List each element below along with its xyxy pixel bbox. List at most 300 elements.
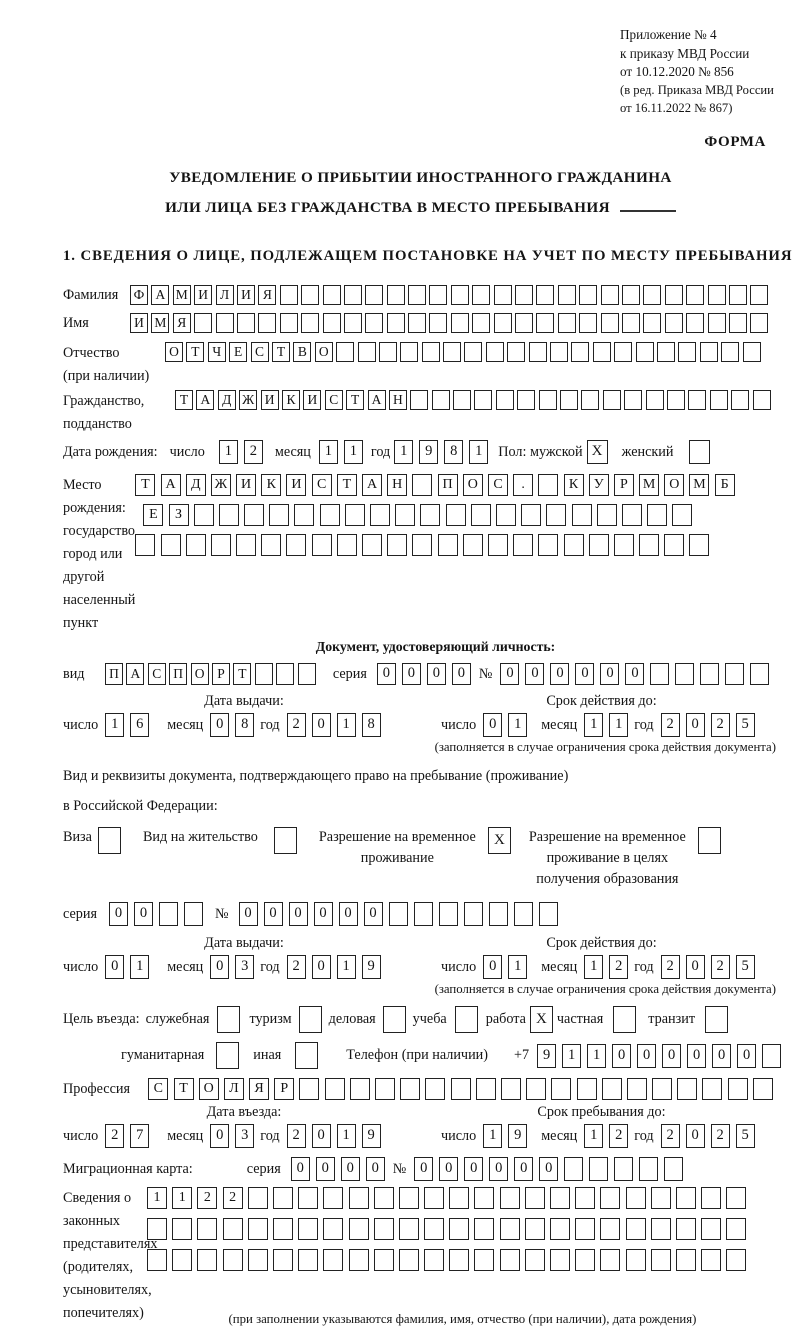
checkbox-female[interactable] <box>689 440 710 464</box>
char-box[interactable] <box>451 313 469 333</box>
char-box[interactable] <box>726 1187 746 1209</box>
char-box[interactable]: К <box>261 474 281 496</box>
char-box[interactable] <box>688 390 706 410</box>
char-box[interactable]: Т <box>135 474 155 496</box>
char-box[interactable] <box>449 1187 469 1209</box>
char-box[interactable] <box>731 390 749 410</box>
checkbox-tourism[interactable] <box>299 1006 322 1033</box>
char-box[interactable] <box>323 285 341 305</box>
char-box[interactable]: 0 <box>687 1044 706 1068</box>
char-box[interactable] <box>614 342 632 362</box>
char-box[interactable]: 5 <box>736 1124 755 1148</box>
char-box[interactable]: И <box>130 313 148 333</box>
char-box[interactable] <box>400 1078 420 1100</box>
char-box[interactable]: 3 <box>235 1124 254 1148</box>
char-box[interactable]: 0 <box>341 1157 360 1181</box>
char-box[interactable]: Т <box>337 474 357 496</box>
char-box[interactable] <box>550 342 568 362</box>
char-box[interactable] <box>399 1249 419 1271</box>
char-box[interactable]: С <box>312 474 332 496</box>
char-box[interactable] <box>374 1249 394 1271</box>
char-box[interactable] <box>643 285 661 305</box>
char-box[interactable] <box>432 390 450 410</box>
char-box[interactable] <box>622 504 642 526</box>
char-box[interactable]: Л <box>216 285 234 305</box>
char-box[interactable] <box>389 902 408 926</box>
char-box[interactable]: А <box>368 390 386 410</box>
char-box[interactable] <box>451 1078 471 1100</box>
char-box[interactable] <box>750 663 769 685</box>
char-box[interactable]: 1 <box>337 713 356 737</box>
checkbox-residence-permit[interactable] <box>274 827 297 854</box>
char-box[interactable] <box>726 1249 746 1271</box>
char-box[interactable] <box>412 474 432 496</box>
char-box[interactable] <box>579 285 597 305</box>
char-box[interactable]: 0 <box>366 1157 385 1181</box>
char-box[interactable] <box>298 1187 318 1209</box>
char-box[interactable] <box>507 342 525 362</box>
char-box[interactable]: 0 <box>525 663 544 685</box>
char-box[interactable]: 9 <box>362 1124 381 1148</box>
char-box[interactable]: 0 <box>514 1157 533 1181</box>
char-box[interactable] <box>753 1078 773 1100</box>
char-box[interactable] <box>412 534 432 556</box>
char-box[interactable] <box>702 1078 722 1100</box>
char-box[interactable]: 1 <box>337 955 356 979</box>
char-box[interactable] <box>186 534 206 556</box>
char-box[interactable]: Ч <box>208 342 226 362</box>
char-box[interactable] <box>410 390 428 410</box>
char-box[interactable] <box>525 1218 545 1240</box>
char-box[interactable] <box>729 313 747 333</box>
char-box[interactable] <box>362 534 382 556</box>
char-box[interactable] <box>526 1078 546 1100</box>
char-box[interactable]: И <box>236 474 256 496</box>
char-box[interactable]: 0 <box>210 713 229 737</box>
char-box[interactable] <box>429 313 447 333</box>
char-box[interactable]: Р <box>614 474 634 496</box>
char-box[interactable]: 2 <box>711 1124 730 1148</box>
char-box[interactable]: Д <box>186 474 206 496</box>
char-box[interactable]: 3 <box>235 955 254 979</box>
char-box[interactable] <box>379 342 397 362</box>
char-box[interactable] <box>395 504 415 526</box>
char-box[interactable] <box>323 1249 343 1271</box>
char-box[interactable] <box>675 663 694 685</box>
char-box[interactable] <box>472 285 490 305</box>
char-box[interactable]: 0 <box>377 663 396 685</box>
char-box[interactable]: 1 <box>483 1124 502 1148</box>
char-box[interactable] <box>429 285 447 305</box>
char-box[interactable]: Р <box>212 663 230 685</box>
char-box[interactable]: 0 <box>612 1044 631 1068</box>
char-box[interactable]: 1 <box>219 440 238 464</box>
char-box[interactable] <box>135 534 155 556</box>
char-box[interactable]: Я <box>258 285 276 305</box>
char-box[interactable] <box>449 1249 469 1271</box>
char-box[interactable] <box>399 1187 419 1209</box>
char-box[interactable] <box>753 390 771 410</box>
char-box[interactable] <box>453 390 471 410</box>
char-box[interactable] <box>161 534 181 556</box>
char-box[interactable]: 0 <box>312 955 331 979</box>
char-box[interactable] <box>665 313 683 333</box>
char-box[interactable] <box>564 1157 583 1181</box>
char-box[interactable]: 2 <box>661 1124 680 1148</box>
char-box[interactable] <box>538 534 558 556</box>
char-box[interactable]: И <box>303 390 321 410</box>
char-box[interactable] <box>194 313 212 333</box>
char-box[interactable] <box>601 313 619 333</box>
char-box[interactable]: 1 <box>508 713 527 737</box>
char-box[interactable]: 9 <box>508 1124 527 1148</box>
char-box[interactable]: 0 <box>550 663 569 685</box>
char-box[interactable] <box>593 342 611 362</box>
char-box[interactable]: 2 <box>244 440 263 464</box>
char-box[interactable]: 0 <box>314 902 333 926</box>
char-box[interactable] <box>517 390 535 410</box>
char-box[interactable] <box>600 1218 620 1240</box>
char-box[interactable]: 2 <box>661 955 680 979</box>
char-box[interactable] <box>446 504 466 526</box>
char-box[interactable] <box>710 390 728 410</box>
char-box[interactable] <box>579 313 597 333</box>
char-box[interactable]: 0 <box>312 1124 331 1148</box>
char-box[interactable] <box>294 504 314 526</box>
char-box[interactable] <box>320 504 340 526</box>
char-box[interactable] <box>513 534 533 556</box>
char-box[interactable] <box>301 313 319 333</box>
char-box[interactable]: 2 <box>105 1124 124 1148</box>
char-box[interactable]: П <box>438 474 458 496</box>
char-box[interactable] <box>622 285 640 305</box>
char-box[interactable] <box>197 1218 217 1240</box>
char-box[interactable]: О <box>664 474 684 496</box>
char-box[interactable] <box>408 313 426 333</box>
char-box[interactable]: 0 <box>500 663 519 685</box>
char-box[interactable]: Б <box>715 474 735 496</box>
char-box[interactable] <box>725 663 744 685</box>
char-box[interactable] <box>425 1078 445 1100</box>
char-box[interactable] <box>500 1249 520 1271</box>
char-box[interactable]: 0 <box>134 902 153 926</box>
char-box[interactable]: Ж <box>211 474 231 496</box>
char-box[interactable] <box>750 313 768 333</box>
char-box[interactable] <box>539 390 557 410</box>
char-box[interactable]: 7 <box>130 1124 149 1148</box>
char-box[interactable]: Т <box>174 1078 194 1100</box>
char-box[interactable] <box>443 342 461 362</box>
char-box[interactable] <box>577 1078 597 1100</box>
char-box[interactable] <box>597 504 617 526</box>
checkbox-work[interactable]: X <box>530 1006 553 1033</box>
char-box[interactable] <box>399 1218 419 1240</box>
char-box[interactable]: 0 <box>637 1044 656 1068</box>
char-box[interactable] <box>651 1249 671 1271</box>
char-box[interactable]: 0 <box>712 1044 731 1068</box>
char-box[interactable]: 0 <box>291 1157 310 1181</box>
char-box[interactable]: И <box>286 474 306 496</box>
char-box[interactable]: О <box>165 342 183 362</box>
char-box[interactable] <box>603 390 621 410</box>
char-box[interactable]: 9 <box>537 1044 556 1068</box>
char-box[interactable] <box>147 1218 167 1240</box>
char-box[interactable]: Ж <box>239 390 257 410</box>
char-box[interactable] <box>147 1249 167 1271</box>
char-box[interactable] <box>728 1078 748 1100</box>
char-box[interactable] <box>269 504 289 526</box>
char-box[interactable]: 0 <box>312 713 331 737</box>
char-box[interactable]: 5 <box>736 713 755 737</box>
char-box[interactable]: 1 <box>337 1124 356 1148</box>
char-box[interactable]: 0 <box>427 663 446 685</box>
char-box[interactable]: Е <box>229 342 247 362</box>
char-box[interactable]: 0 <box>737 1044 756 1068</box>
char-box[interactable] <box>159 902 178 926</box>
char-box[interactable]: 2 <box>287 1124 306 1148</box>
char-box[interactable]: Я <box>249 1078 269 1100</box>
char-box[interactable] <box>273 1249 293 1271</box>
char-box[interactable] <box>514 902 533 926</box>
char-box[interactable]: З <box>169 504 189 526</box>
char-box[interactable]: 1 <box>469 440 488 464</box>
char-box[interactable]: А <box>362 474 382 496</box>
char-box[interactable] <box>575 1218 595 1240</box>
char-box[interactable] <box>216 313 234 333</box>
char-box[interactable] <box>374 1187 394 1209</box>
char-box[interactable]: 0 <box>686 713 705 737</box>
char-box[interactable] <box>237 313 255 333</box>
char-box[interactable] <box>298 1249 318 1271</box>
char-box[interactable] <box>474 390 492 410</box>
char-box[interactable] <box>474 1249 494 1271</box>
char-box[interactable] <box>400 342 418 362</box>
char-box[interactable]: О <box>191 663 209 685</box>
checkbox-business[interactable] <box>383 1006 406 1033</box>
char-box[interactable] <box>474 1187 494 1209</box>
checkbox-temp-permit-education[interactable] <box>698 827 721 854</box>
char-box[interactable]: 0 <box>364 902 383 926</box>
char-box[interactable] <box>571 342 589 362</box>
char-box[interactable]: Л <box>224 1078 244 1100</box>
char-box[interactable]: 1 <box>344 440 363 464</box>
char-box[interactable] <box>471 504 491 526</box>
char-box[interactable]: Р <box>274 1078 294 1100</box>
char-box[interactable]: 2 <box>197 1187 217 1209</box>
char-box[interactable] <box>536 285 554 305</box>
char-box[interactable]: 0 <box>625 663 644 685</box>
char-box[interactable] <box>387 285 405 305</box>
char-box[interactable]: 0 <box>316 1157 335 1181</box>
char-box[interactable]: Н <box>387 474 407 496</box>
char-box[interactable]: С <box>325 390 343 410</box>
char-box[interactable] <box>424 1187 444 1209</box>
char-box[interactable] <box>536 313 554 333</box>
char-box[interactable]: 0 <box>489 1157 508 1181</box>
char-box[interactable] <box>726 1218 746 1240</box>
char-box[interactable] <box>564 534 584 556</box>
char-box[interactable]: С <box>251 342 269 362</box>
char-box[interactable]: М <box>151 313 169 333</box>
char-box[interactable]: И <box>194 285 212 305</box>
char-box[interactable]: Т <box>186 342 204 362</box>
char-box[interactable] <box>323 1187 343 1209</box>
char-box[interactable]: С <box>148 1078 168 1100</box>
char-box[interactable] <box>686 313 704 333</box>
char-box[interactable] <box>721 342 739 362</box>
char-box[interactable] <box>172 1218 192 1240</box>
char-box[interactable] <box>451 285 469 305</box>
char-box[interactable] <box>312 534 332 556</box>
char-box[interactable] <box>236 534 256 556</box>
char-box[interactable] <box>639 534 659 556</box>
char-box[interactable] <box>651 1187 671 1209</box>
char-box[interactable] <box>489 902 508 926</box>
char-box[interactable]: . <box>513 474 533 496</box>
checkbox-humanitarian[interactable] <box>216 1042 239 1069</box>
char-box[interactable] <box>689 534 709 556</box>
char-box[interactable] <box>700 342 718 362</box>
char-box[interactable] <box>626 1187 646 1209</box>
char-box[interactable]: Т <box>272 342 290 362</box>
char-box[interactable] <box>701 1249 721 1271</box>
checkbox-study[interactable] <box>455 1006 478 1033</box>
char-box[interactable]: Т <box>346 390 364 410</box>
char-box[interactable]: 1 <box>584 955 603 979</box>
checkbox-official[interactable] <box>217 1006 240 1033</box>
char-box[interactable] <box>546 504 566 526</box>
char-box[interactable]: Т <box>175 390 193 410</box>
char-box[interactable]: 1 <box>584 1124 603 1148</box>
char-box[interactable] <box>223 1249 243 1271</box>
char-box[interactable] <box>575 1249 595 1271</box>
char-box[interactable]: 9 <box>419 440 438 464</box>
char-box[interactable] <box>575 1187 595 1209</box>
char-box[interactable] <box>496 504 516 526</box>
char-box[interactable]: 1 <box>508 955 527 979</box>
char-box[interactable] <box>558 313 576 333</box>
char-box[interactable]: 2 <box>287 955 306 979</box>
char-box[interactable] <box>550 1249 570 1271</box>
char-box[interactable] <box>325 1078 345 1100</box>
char-box[interactable] <box>500 1187 520 1209</box>
char-box[interactable] <box>474 1218 494 1240</box>
char-box[interactable] <box>664 534 684 556</box>
char-box[interactable] <box>408 285 426 305</box>
char-box[interactable] <box>344 313 362 333</box>
char-box[interactable] <box>463 534 483 556</box>
char-box[interactable] <box>581 390 599 410</box>
char-box[interactable] <box>600 1249 620 1271</box>
char-box[interactable] <box>172 1249 192 1271</box>
char-box[interactable] <box>494 313 512 333</box>
char-box[interactable]: В <box>293 342 311 362</box>
char-box[interactable] <box>626 1218 646 1240</box>
char-box[interactable]: 1 <box>105 713 124 737</box>
char-box[interactable]: П <box>169 663 187 685</box>
checkbox-transit[interactable] <box>705 1006 728 1033</box>
char-box[interactable] <box>223 1218 243 1240</box>
char-box[interactable] <box>560 390 578 410</box>
checkbox-other[interactable] <box>295 1042 318 1069</box>
char-box[interactable] <box>345 504 365 526</box>
char-box[interactable] <box>558 285 576 305</box>
char-box[interactable]: 0 <box>289 902 308 926</box>
char-box[interactable] <box>500 1218 520 1240</box>
char-box[interactable] <box>676 1249 696 1271</box>
char-box[interactable] <box>701 1187 721 1209</box>
char-box[interactable]: 8 <box>444 440 463 464</box>
char-box[interactable]: У <box>589 474 609 496</box>
char-box[interactable]: 1 <box>562 1044 581 1068</box>
char-box[interactable]: А <box>151 285 169 305</box>
char-box[interactable] <box>589 1157 608 1181</box>
char-box[interactable] <box>219 504 239 526</box>
char-box[interactable]: И <box>237 285 255 305</box>
char-box[interactable] <box>551 1078 571 1100</box>
char-box[interactable] <box>521 504 541 526</box>
char-box[interactable] <box>365 285 383 305</box>
char-box[interactable]: 0 <box>452 663 471 685</box>
char-box[interactable] <box>667 390 685 410</box>
char-box[interactable] <box>248 1218 268 1240</box>
char-box[interactable]: 0 <box>109 902 128 926</box>
char-box[interactable] <box>280 313 298 333</box>
char-box[interactable] <box>665 285 683 305</box>
char-box[interactable]: 1 <box>130 955 149 979</box>
char-box[interactable] <box>602 1078 622 1100</box>
char-box[interactable] <box>438 534 458 556</box>
char-box[interactable] <box>184 902 203 926</box>
char-box[interactable] <box>652 1078 672 1100</box>
char-box[interactable] <box>424 1218 444 1240</box>
char-box[interactable] <box>298 663 316 685</box>
char-box[interactable] <box>614 1157 633 1181</box>
char-box[interactable]: О <box>463 474 483 496</box>
char-box[interactable]: 1 <box>609 713 628 737</box>
char-box[interactable] <box>258 313 276 333</box>
char-box[interactable] <box>601 285 619 305</box>
char-box[interactable] <box>336 342 354 362</box>
char-box[interactable]: 0 <box>464 1157 483 1181</box>
char-box[interactable] <box>650 663 669 685</box>
char-box[interactable] <box>349 1187 369 1209</box>
char-box[interactable]: 0 <box>439 1157 458 1181</box>
char-box[interactable] <box>676 1187 696 1209</box>
char-box[interactable]: А <box>126 663 144 685</box>
char-box[interactable]: 8 <box>235 713 254 737</box>
char-box[interactable] <box>488 534 508 556</box>
char-box[interactable] <box>422 342 440 362</box>
char-box[interactable]: 2 <box>711 713 730 737</box>
char-box[interactable] <box>248 1187 268 1209</box>
char-box[interactable] <box>464 342 482 362</box>
char-box[interactable] <box>337 534 357 556</box>
char-box[interactable] <box>273 1187 293 1209</box>
char-box[interactable]: 0 <box>686 1124 705 1148</box>
char-box[interactable]: О <box>315 342 333 362</box>
char-box[interactable] <box>261 534 281 556</box>
char-box[interactable]: 6 <box>130 713 149 737</box>
char-box[interactable]: 0 <box>105 955 124 979</box>
char-box[interactable] <box>701 1218 721 1240</box>
char-box[interactable] <box>550 1218 570 1240</box>
char-box[interactable] <box>729 285 747 305</box>
char-box[interactable] <box>494 285 512 305</box>
char-box[interactable]: Я <box>173 313 191 333</box>
char-box[interactable] <box>276 663 294 685</box>
char-box[interactable]: 0 <box>414 1157 433 1181</box>
